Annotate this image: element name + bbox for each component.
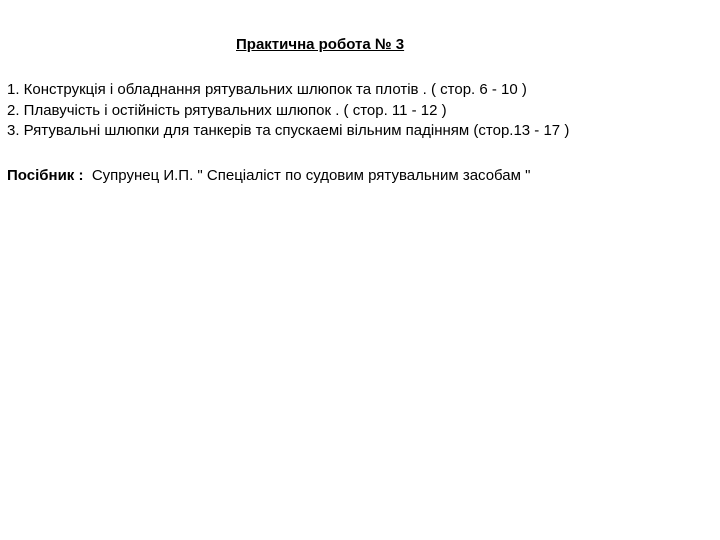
task-list bbox=[7, 80, 569, 142]
task-item: 2. Плавучість і остійність рятувальних шлюпок . ( стор. 11 - 12 ) bbox=[7, 101, 447, 119]
task-item: 1. Конструкція і обладнання рятувальних шлюпок та плотів . ( стор. 6 - 10 ) bbox=[7, 81, 527, 98]
reference-text: Супрунец И.П. " Спеціаліст по судовим рятувальним засобам " bbox=[83, 167, 531, 184]
task-item: 3. Рятувальні шлюпки для танкерів та спускаемі вільним падінням (стор.13 - 17 ) bbox=[7, 122, 570, 139]
reference-line bbox=[7, 166, 530, 186]
page-title: Практична робота № 3 bbox=[236, 36, 405, 53]
reference-label: Посібник : bbox=[7, 167, 84, 184]
